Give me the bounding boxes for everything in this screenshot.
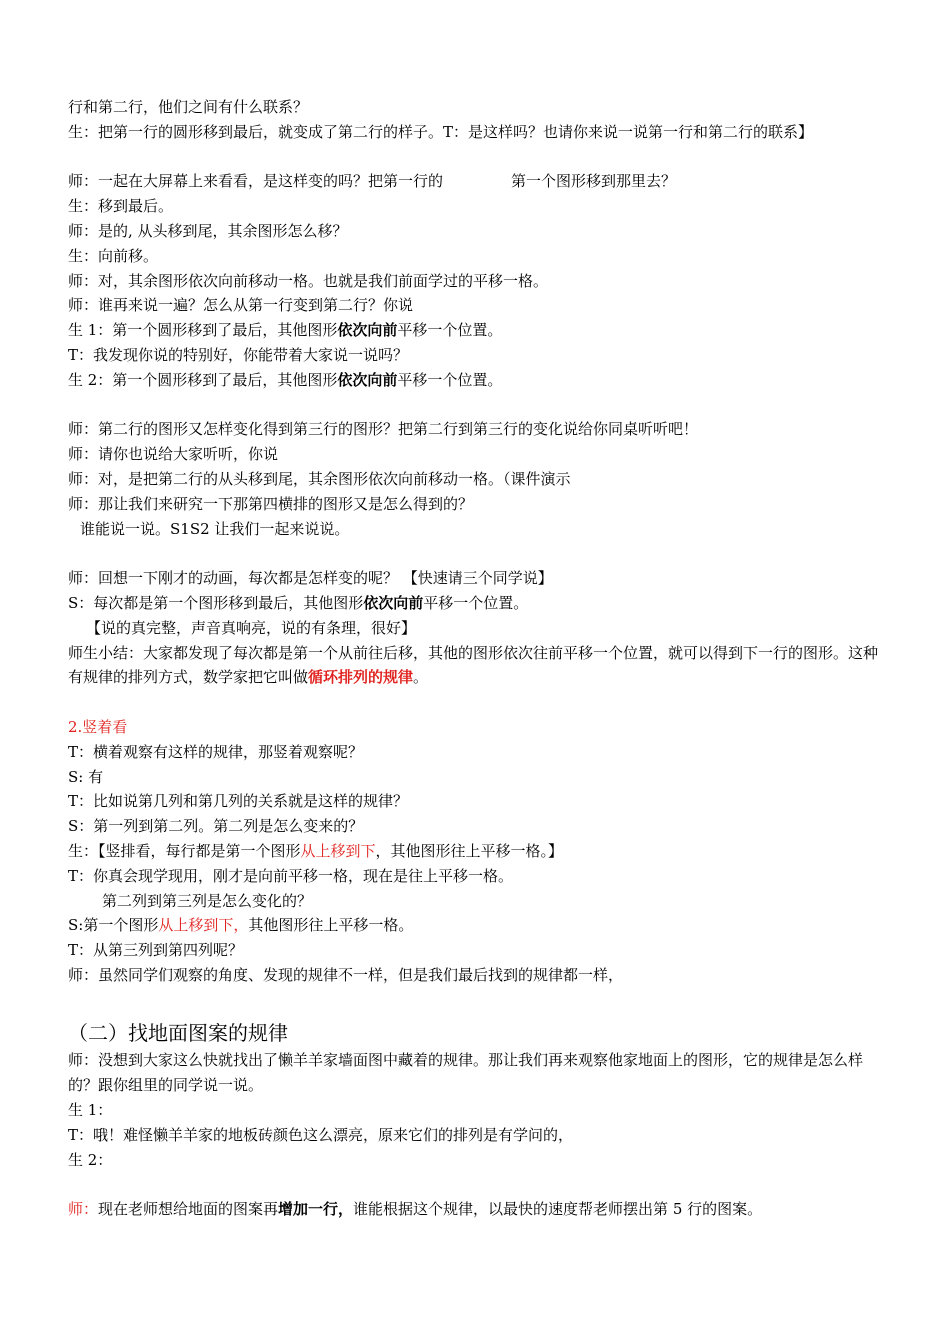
text-line: S：第一列到第二列。第二列是怎么变来的？ [68,817,364,836]
text-paragraph: 师：没想到大家这么快就找出了懒羊羊家墙面图中藏着的规律。那让我们再来观察他家地面上的图形，它的规律是怎么样的？跟你组里的同学说一说。 [68,1051,864,1095]
text-line: 师：一起在大屏幕上来看看，是这样变的吗？把第一行的 第一个图形移到那里去？ [68,172,677,191]
text-line: 行和第二行，他们之间有什么联系？ [68,98,309,116]
text-line: 师：谁再来说一遍？怎么从第一行变到第二行？你说 [68,296,414,315]
section-title: （二）找地面图案的规律 [68,1021,288,1046]
emphasis: 依次向前 [337,321,398,340]
emphasis-red: 从上移到下 [300,841,376,860]
text-line: T：从第三列到第四列呢？ [68,941,244,960]
emphasis: 依次向前 [363,593,424,612]
text-line: 生：向前移。 [68,246,159,265]
emphasis: 增加一行， [278,1200,354,1219]
text-line: 谁能说一说。S1S2 让我们一起来说说。 [80,519,350,538]
text-line: 生 1：第一个圆形移到了最后，其他图形依次向前平移一个位置。 [68,321,503,340]
text-line: T：你真会现学现用，刚才是向前平移一格，现在是往上平移一格。 [68,866,514,885]
emphasis-red: 循环排列的规律 [308,668,414,687]
text-line: 师：现在老师想给地面的图案再增加一行，谁能根据这个规律，以最快的速度帮老师摆出第 5 行的图案。 [68,1200,763,1219]
text-line: 师：虽然同学们观察的角度、发现的规律不一样，但是我们最后找到的规律都一样， [68,965,624,984]
text-line: 师：是的, 从头移到尾，其余图形怎么移？ [68,221,348,240]
text-line: 【说的真完整，声音真响亮，说的有条理，很好】 [86,618,417,637]
text-line: 师：对，是把第二行的从头移到尾，其余图形依次向前移动一格。（课件演示 [68,469,571,488]
text-line: 师：对，其余图形依次向前移动一格。也就是我们前面学过的平移一格。 [68,271,549,290]
text-paragraph: 师生小结：大家都发现了每次都是第一个从前往后移，其他的图形依次往前平移一个位置，就可以得到下一行的图形。这种有规律的排列方式，数学家把它叫做循环排列的规律。 [68,643,879,687]
text-line: 师：请你也说给大家听听，你说 [68,445,279,464]
text-line: 师：那让我们来研究一下那第四横排的图形又是怎么得到的？ [68,494,474,513]
text-line: 师：第二行的图形又怎样变化得到第三行的图形？把第二行到第三行的变化说给你同桌听听吧！ [68,420,699,439]
emphasis: 依次向前 [337,370,398,389]
section-heading: 2.竖着看 [68,717,128,736]
text-line: 生 2： [68,1150,113,1169]
emphasis-red: 从上移到下， [158,916,249,935]
text-line: S:第一个图形从上移到下，其他图形往上平移一格。 [68,916,414,935]
text-line: 生 2：第一个圆形移到了最后，其他图形依次向前平移一个位置。 [68,370,503,389]
text-line: 生：【竖排看，每行都是第一个图形从上移到下，其他图形往上平移一格。】 [68,841,564,860]
text-line: S：每次都是第一个图形移到最后，其他图形依次向前平移一个位置。 [68,593,529,612]
text-line: 生：把第一行的圆形移到最后，就变成了第二行的样子。T：是这样吗？也请你来说一说第一行和第二行的联系】 [68,122,814,141]
text-line: 师：回想一下刚才的动画，每次都是怎样变的呢？ 【快速请三个同学说】 [68,569,553,588]
text-line: 生 1： [68,1101,113,1120]
document-page [68,95,888,1222]
text-line: S: 有 [68,767,104,786]
text-line: 第二列到第三列是怎么变化的？ [102,891,313,910]
text-line: T：我发现你说的特别好，你能带着大家说一说吗？ [68,345,409,364]
speaker-label: 师： [68,1200,99,1219]
text-line: T：比如说第几列和第几列的关系就是这样的规律？ [68,792,409,811]
text-line: T：横着观察有这样的规律，那竖着观察呢？ [68,742,364,761]
text-line: T：哦！难怪懒羊羊家的地板砖颜色这么漂亮，原来它们的排列是有学问的， [68,1125,574,1144]
text-line: 生：移到最后。 [68,197,174,216]
